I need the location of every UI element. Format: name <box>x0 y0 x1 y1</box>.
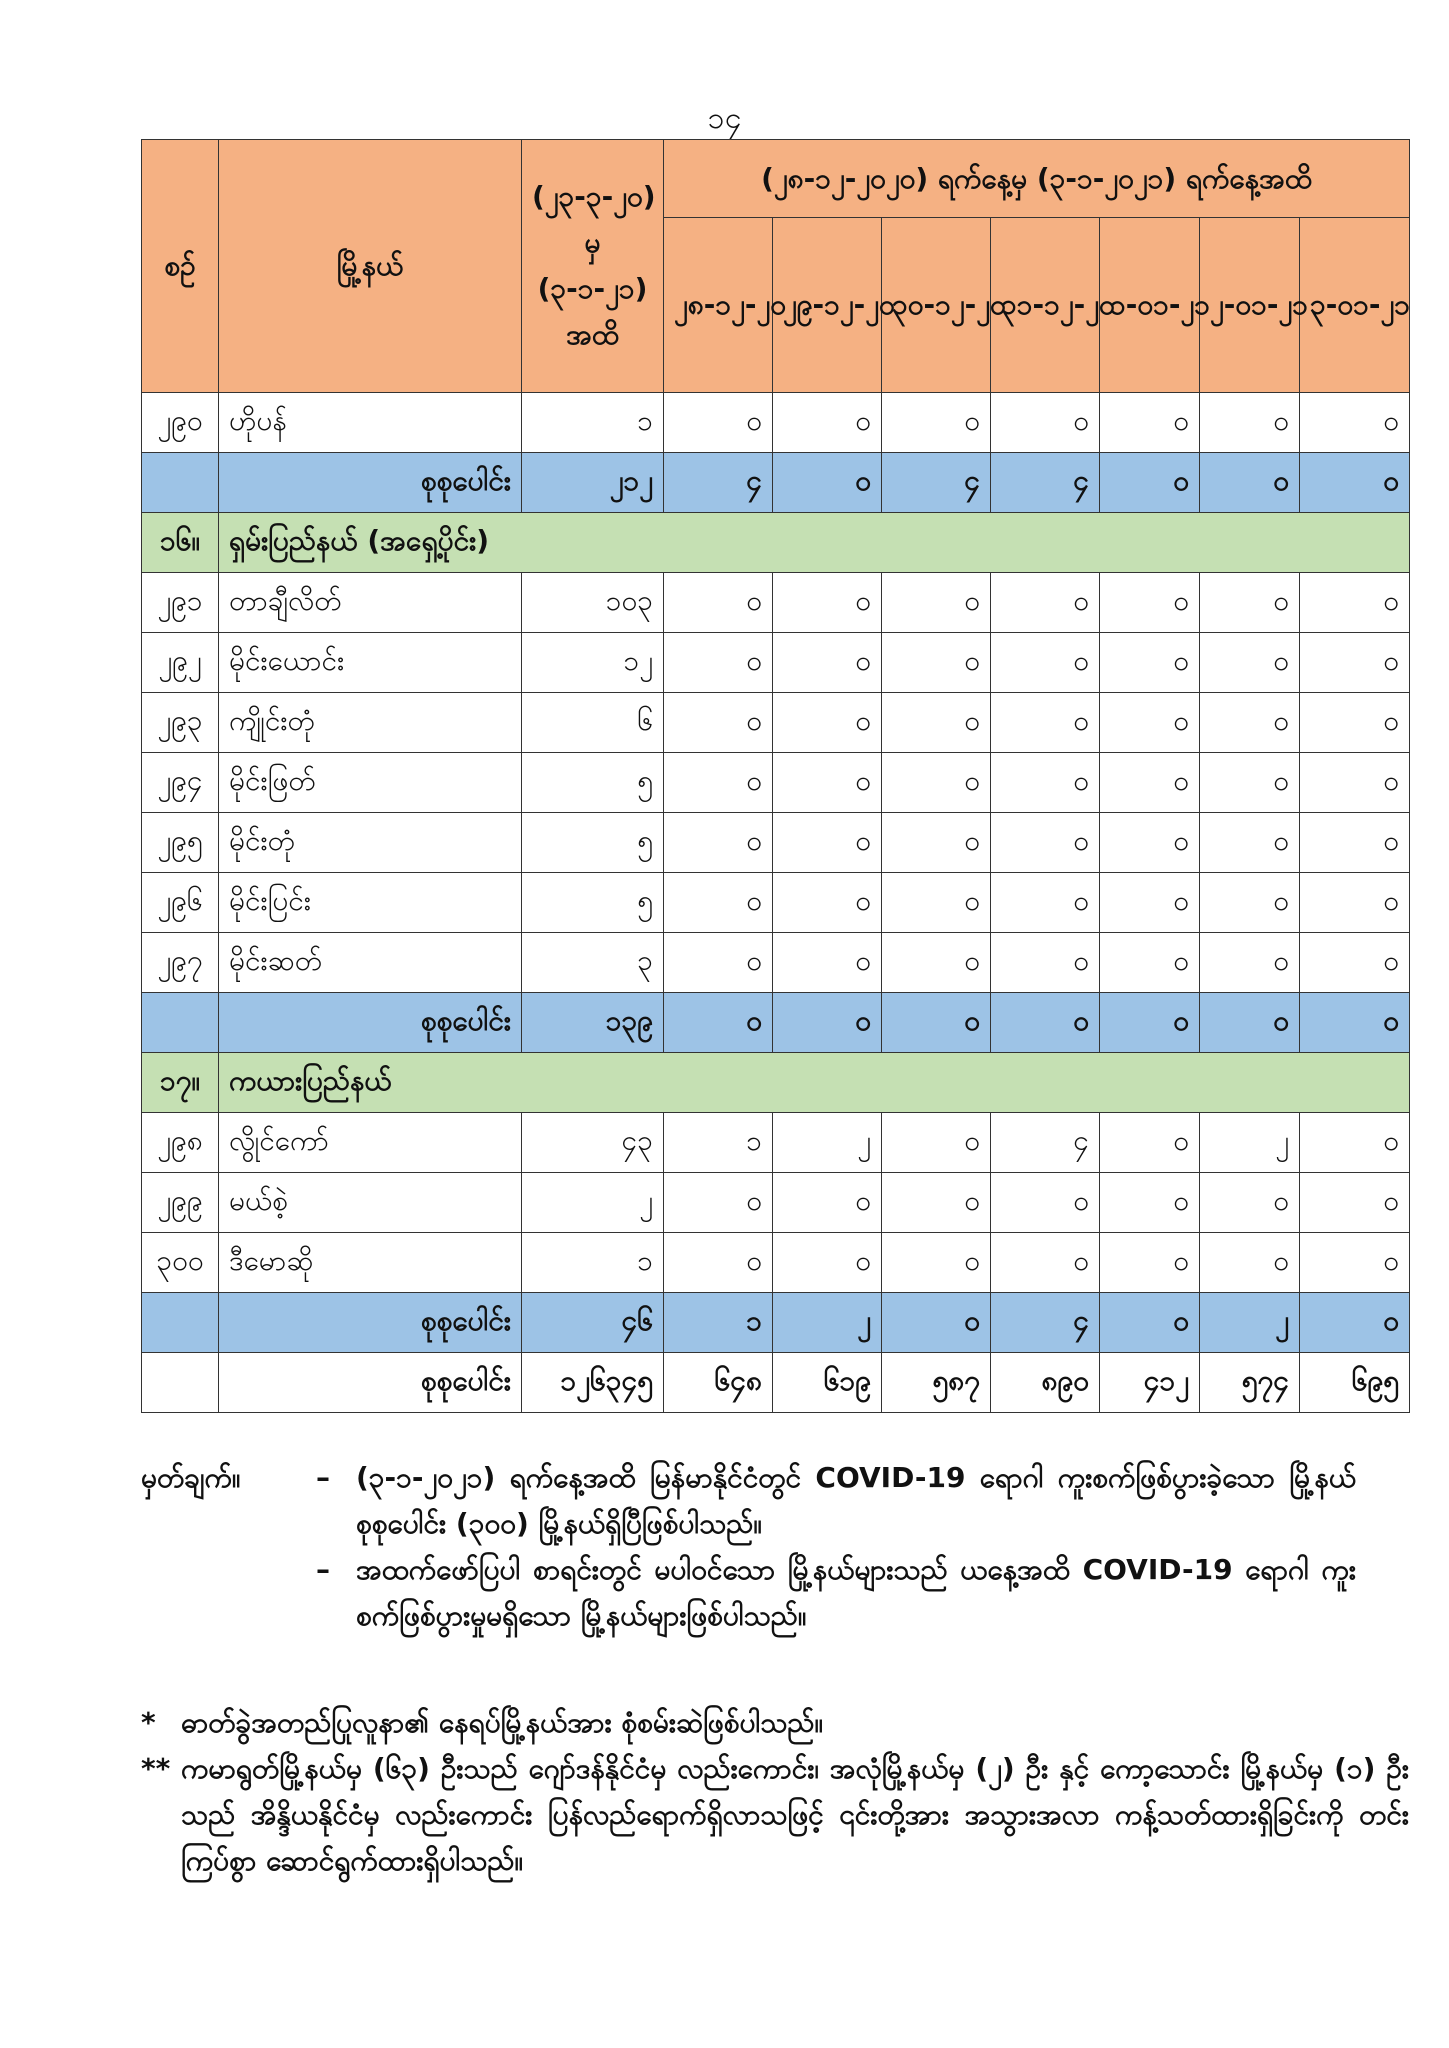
daily-count: ၀ <box>991 1173 1100 1233</box>
daily-count: ၀ <box>1200 633 1300 693</box>
daily-count: ၀ <box>882 693 991 753</box>
daily-count: ၀ <box>1100 873 1200 933</box>
township-name: မိုင်းဆတ် <box>219 933 522 993</box>
daily-count: ၀ <box>1200 753 1300 813</box>
cumulative-total: ၄၃ <box>522 1113 664 1173</box>
footnote-mark: * <box>141 1706 156 1739</box>
serial-number: ၂၉၁ <box>142 573 219 633</box>
daily-count: ၀ <box>1300 693 1410 753</box>
total-label: စုစုပေါင်း <box>219 453 522 513</box>
cumulative-total: ၄၆ <box>522 1293 664 1353</box>
township-name: မိုင်းပြင်း <box>219 873 522 933</box>
region-number: ၁၇။ <box>142 1053 219 1113</box>
daily-count: ၀ <box>664 573 773 633</box>
daily-count: ၀ <box>1300 1293 1410 1353</box>
township-name: မိုင်းတုံ <box>219 813 522 873</box>
region-number: ၁၆။ <box>142 513 219 573</box>
daily-count: ၀ <box>1200 993 1300 1053</box>
daily-count: ၀ <box>882 633 991 693</box>
daily-count: ၀ <box>1100 753 1200 813</box>
table-row <box>142 813 1410 873</box>
table-row <box>142 933 1410 993</box>
daily-count: ၀ <box>1200 1173 1300 1233</box>
serial-number: ၂၉၆ <box>142 873 219 933</box>
daily-count: ၀ <box>1100 693 1200 753</box>
daily-count: ၀ <box>991 573 1100 633</box>
daily-count: ၄ <box>664 453 773 513</box>
township-name: မိုင်းယောင်း <box>219 633 522 693</box>
daily-count: ၀ <box>664 1173 773 1233</box>
daily-count: ၂ <box>1200 1293 1300 1353</box>
township-name: ဒီမောဆို <box>219 1233 522 1293</box>
note-item: အထက်ဖော်ပြပါ စာရင်းတွင် မပါဝင်သော မြို့နယ်များသည် ယနေ့အထိ COVID-19 ရောဂါ ကူးစက်ဖြစ်ပွားမှုမရှိသော မြို့နယ်များဖြစ်ပါသည်။ <box>356 1553 1356 1632</box>
daily-count: ၀ <box>1100 633 1200 693</box>
subtotal-row <box>142 453 1410 513</box>
serial-number <box>142 1353 219 1413</box>
region-row <box>142 513 1410 573</box>
table-row <box>142 1233 1410 1293</box>
daily-count: ၀ <box>1200 393 1300 453</box>
daily-count: ၀ <box>991 933 1100 993</box>
serial-number: ၂၉၄ <box>142 753 219 813</box>
daily-count: ၀ <box>773 1173 882 1233</box>
note-item: (၃-၁-၂၀၂၁) ရက်နေ့အထိ မြန်မာနိုင်ငံတွင် COVID-19 ရောဂါ ကူးစက်ဖြစ်ပွားခဲ့သော မြို့နယ် စုစုပေါင်း (၃၀၀) မြို့နယ်ရှိပြီဖြစ်ပါသည်။ <box>356 1461 1356 1540</box>
region-row <box>142 1053 1410 1113</box>
daily-count: ၄ <box>991 453 1100 513</box>
daily-count: ၀ <box>664 933 773 993</box>
daily-count: ၀ <box>664 633 773 693</box>
daily-count: ၄၁၂ <box>1100 1353 1200 1413</box>
daily-count: ၀ <box>991 1233 1100 1293</box>
daily-count: ၀ <box>664 753 773 813</box>
header-date: ၃၀-၁၂-၂၀ <box>882 218 991 393</box>
serial-number: ၂၉၉ <box>142 1173 219 1233</box>
daily-count: ၅၈၇ <box>882 1353 991 1413</box>
cumulative-total: ၅ <box>522 813 664 873</box>
daily-count: ၀ <box>773 1233 882 1293</box>
daily-count: ၀ <box>882 1233 991 1293</box>
table-row <box>142 393 1410 453</box>
daily-count: ၀ <box>1100 993 1200 1053</box>
subtotal-row <box>142 1293 1410 1353</box>
daily-count: ၀ <box>1300 1173 1410 1233</box>
note-bullet-dash: – <box>316 1553 330 1586</box>
daily-count: ၀ <box>991 993 1100 1053</box>
daily-count: ၀ <box>1100 933 1200 993</box>
serial-number <box>142 453 219 513</box>
cumulative-total: ၁၀၃ <box>522 573 664 633</box>
daily-count: ၀ <box>1300 633 1410 693</box>
daily-count: ၀ <box>882 873 991 933</box>
table-row <box>142 753 1410 813</box>
township-name: ဟိုပန် <box>219 393 522 453</box>
total-label: စုစုပေါင်း <box>219 1353 522 1413</box>
daily-count: ၀ <box>882 1173 991 1233</box>
serial-number: ၂၉၂ <box>142 633 219 693</box>
header-date: ၃-၀၁-၂၁ <box>1300 218 1410 393</box>
header-date-range: (၂၈-၁၂-၂၀၂၀) ရက်နေ့မှ (၃-၁-၂၀၂၁) ရက်နေ့အထိ <box>664 140 1410 218</box>
notes-label: မှတ်ချက်။ <box>141 1461 241 1494</box>
daily-count: ၀ <box>991 813 1100 873</box>
header-date: ၂၉-၁၂-၂၀ <box>773 218 882 393</box>
table-row <box>142 633 1410 693</box>
daily-count: ၀ <box>1100 1233 1200 1293</box>
daily-count: ၀ <box>1100 1113 1200 1173</box>
daily-count: ၀ <box>773 933 882 993</box>
daily-count: ၀ <box>882 813 991 873</box>
daily-count: ၀ <box>664 813 773 873</box>
daily-count: ၀ <box>1200 933 1300 993</box>
daily-count: ၀ <box>1300 933 1410 993</box>
daily-count: ၀ <box>1200 573 1300 633</box>
daily-count: ၀ <box>991 633 1100 693</box>
daily-count: ၀ <box>991 753 1100 813</box>
table-row <box>142 873 1410 933</box>
daily-count: ၀ <box>773 873 882 933</box>
daily-count: ၆၉၅ <box>1300 1353 1410 1413</box>
footnote-text: ဓာတ်ခွဲအတည်ပြုလူနာ၏ နေရပ်မြို့နယ်အား စုံစမ်းဆဲဖြစ်ပါသည်။ <box>181 1706 823 1739</box>
daily-count: ၀ <box>1300 873 1410 933</box>
daily-count: ၀ <box>773 453 882 513</box>
township-name: တာချီလိတ် <box>219 573 522 633</box>
total-label: စုစုပေါင်း <box>219 1293 522 1353</box>
header-date: ၂-၀၁-၂၁ <box>1200 218 1300 393</box>
daily-count: ၀ <box>1200 813 1300 873</box>
daily-count: ၂ <box>1200 1113 1300 1173</box>
daily-count: ၀ <box>1100 1173 1200 1233</box>
daily-count: ၀ <box>1100 573 1200 633</box>
daily-count: ၀ <box>1100 393 1200 453</box>
daily-count: ၆၁၉ <box>773 1353 882 1413</box>
daily-count: ၀ <box>773 813 882 873</box>
daily-count: ၀ <box>1300 1113 1410 1173</box>
township-name: မယ်စဲ့ <box>219 1173 522 1233</box>
serial-number <box>142 993 219 1053</box>
daily-count: ၀ <box>773 393 882 453</box>
daily-count: ၂ <box>773 1293 882 1353</box>
daily-count: ၀ <box>1200 873 1300 933</box>
footnotes-section <box>141 1700 1409 1900</box>
header-cumulative: (၂၃-၃-၂၀) မှ (၃-၁-၂၁) အထိ <box>522 140 664 393</box>
daily-count: ၀ <box>1100 1293 1200 1353</box>
daily-count: ၅၇၄ <box>1200 1353 1300 1413</box>
cumulative-total: ၆ <box>522 693 664 753</box>
cumulative-total: ၅ <box>522 873 664 933</box>
township-name: ကျိုင်းတုံ <box>219 693 522 753</box>
cumulative-total: ၁ <box>522 393 664 453</box>
daily-count: ၁ <box>664 1113 773 1173</box>
daily-count: ၀ <box>1100 813 1200 873</box>
grand-total-row <box>142 1353 1410 1413</box>
daily-count: ၀ <box>991 393 1100 453</box>
daily-count: ၀ <box>773 693 882 753</box>
header-date: ၂၈-၁၂-၂၀ <box>664 218 773 393</box>
daily-count: ၀ <box>882 1113 991 1173</box>
daily-count: ၀ <box>882 393 991 453</box>
daily-count: ၀ <box>882 933 991 993</box>
daily-count: ၆၄၈ <box>664 1353 773 1413</box>
table-row <box>142 573 1410 633</box>
footnote-mark: ** <box>141 1752 171 1785</box>
table-row <box>142 693 1410 753</box>
header-date: ၃၁-၁၂-၂၀ <box>991 218 1100 393</box>
serial-number <box>142 1293 219 1353</box>
township-name: မိုင်းဖြတ် <box>219 753 522 813</box>
serial-number: ၂၉၀ <box>142 393 219 453</box>
daily-count: ၀ <box>882 573 991 633</box>
daily-count: ၄ <box>882 453 991 513</box>
daily-count: ၀ <box>1300 993 1410 1053</box>
daily-count: ၀ <box>882 753 991 813</box>
cumulative-total: ၁၃၉ <box>522 993 664 1053</box>
cumulative-total: ၂ <box>522 1173 664 1233</box>
cumulative-total: ၁၂ <box>522 633 664 693</box>
cumulative-total: ၁၂၆၃၄၅ <box>522 1353 664 1413</box>
daily-count: ၀ <box>1300 1233 1410 1293</box>
daily-count: ၀ <box>1100 453 1200 513</box>
daily-count: ၈၉၀ <box>991 1353 1100 1413</box>
serial-number: ၂၉၇ <box>142 933 219 993</box>
table-row <box>142 1113 1410 1173</box>
note-bullet-dash: – <box>316 1461 330 1494</box>
daily-count: ၀ <box>991 693 1100 753</box>
township-name: လွိုင်ကော် <box>219 1113 522 1173</box>
header-township: မြို့နယ် <box>219 140 522 393</box>
daily-count: ၀ <box>1300 813 1410 873</box>
header-date: ၁-၀၁-၂၁ <box>1100 218 1200 393</box>
daily-count: ၀ <box>1300 753 1410 813</box>
subtotal-row <box>142 993 1410 1053</box>
cumulative-total: ၁ <box>522 1233 664 1293</box>
daily-count: ၄ <box>991 1293 1100 1353</box>
daily-count: ၀ <box>664 393 773 453</box>
serial-number: ၂၉၈ <box>142 1113 219 1173</box>
serial-number: ၂၉၃ <box>142 693 219 753</box>
footnote-text: ကမာရွတ်မြို့နယ်မှ (၆၃) ဦးသည် ဂျော်ဒန်နိုင်ငံမှ လည်းကောင်း၊ အလုံမြို့နယ်မှ (၂) ဦး နှင့် ကော့သောင်း မြို့နယ်မှ (၁) ဦးသည် အိန္ဒိယနိုင်ငံမှ လည်းကောင်း ပြန်လည်ရောက်ရှိလာသဖြင့် ၎င်းတို့အား အသွားအလာ ကန့်သတ်ထားရှိခြင်းကို တင်းကြပ်စွာ ဆောင်ရွက်ထားရှိပါသည်။ <box>181 1752 1409 1877</box>
daily-count: ၀ <box>773 573 882 633</box>
notes-section <box>141 1455 1409 1632</box>
daily-count: ၀ <box>882 1293 991 1353</box>
daily-count: ၀ <box>1200 693 1300 753</box>
table-row <box>142 1173 1410 1233</box>
region-name: ရှမ်းပြည်နယ် (အရှေ့ပိုင်း) <box>219 513 1410 573</box>
region-name: ကယားပြည်နယ် <box>219 1053 1410 1113</box>
daily-count: ၀ <box>664 1233 773 1293</box>
daily-count: ၀ <box>1200 453 1300 513</box>
total-label: စုစုပေါင်း <box>219 993 522 1053</box>
daily-count: ၀ <box>773 993 882 1053</box>
daily-count: ၀ <box>1300 393 1410 453</box>
daily-count: ၀ <box>773 753 882 813</box>
covid-township-table <box>141 139 1410 1413</box>
daily-count: ၀ <box>1200 1233 1300 1293</box>
serial-number: ၃၀၀ <box>142 1233 219 1293</box>
daily-count: ၀ <box>1300 453 1410 513</box>
daily-count: ၀ <box>882 993 991 1053</box>
cumulative-total: ၂၁၂ <box>522 453 664 513</box>
daily-count: ၀ <box>773 633 882 693</box>
daily-count: ၀ <box>664 693 773 753</box>
daily-count: ၀ <box>664 993 773 1053</box>
daily-count: ၀ <box>1300 573 1410 633</box>
serial-number: ၂၉၅ <box>142 813 219 873</box>
page-number: ၁၄ <box>707 101 742 136</box>
cumulative-total: ၃ <box>522 933 664 993</box>
daily-count: ၁ <box>664 1293 773 1353</box>
cumulative-total: ၅ <box>522 753 664 813</box>
header-serial-no: စဉ် <box>142 140 219 393</box>
daily-count: ၂ <box>773 1113 882 1173</box>
daily-count: ၀ <box>664 873 773 933</box>
daily-count: ၄ <box>991 1113 1100 1173</box>
daily-count: ၀ <box>991 873 1100 933</box>
